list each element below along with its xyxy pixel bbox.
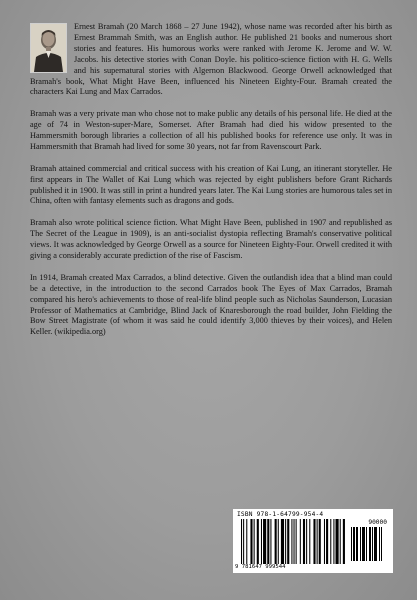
isbn-label: ISBN 978-1-64799-954-4 — [237, 511, 324, 518]
author-portrait — [30, 23, 67, 73]
blurb-paragraph-4: Bramah also wrote political science fiction. What Might Have Been, published in 1907 and republished as The Secret of the League in 1909), is an anti-socialist dystopia reflecting Bramah's conservative political views. It was acknowledged by George Orwell as a source for Nineteen Eighty-Four. Orwell credited it with giving a considerably accurate prediction of the rise of Fascism. — [30, 218, 392, 260]
addon-barcode-bars — [351, 527, 387, 561]
price-code: 90000 — [368, 519, 387, 526]
barcode-digits: 9 781647 999544 — [235, 564, 286, 570]
author-portrait-image — [31, 24, 66, 72]
blurb-paragraph-5: In 1914, Bramah created Max Carrados, a blind detective. Given the outlandish idea that a blind man could be a detective, in the introduction to the second Carrados book The Eyes of Max Carrados, Bramah compared his hero's achievements to those of real-life blind people such as Nicholas Saunderson, Lucasian Professor of Mathematics at Cambridge, Blind Jack of Knaresborough the road builder, John Fielding the Bow Street Magistrate (of whom it was said he could identify 3,000 thieves by their voices), and Helen Keller. (wikipedia.org) — [30, 272, 392, 337]
barcode-bars — [241, 519, 345, 564]
isbn-barcode-box — [233, 509, 393, 573]
blurb-text-column — [30, 22, 392, 349]
blurb-paragraph-3: Bramah attained commercial and critical success with his creation of Kai Lung, an itinerant storyteller. He first appears in The Wallet of Kai Lung which was rejected by eight publishers before Grant Richards published it in 1900. It was still in print a hundred years later. The Kai Lung stories are humorous tales set in China, often with fantasy elements such as dragons and gods. — [30, 163, 392, 206]
blurb-paragraph-2: Bramah was a very private man who chose not to make public any details of his personal life. He died at the age of 74 in Weston-super-Mare, Somerset. After Bramah had died his widow presented to the Hammersmith borough libraries a collection of all his published books for reference use only. It was in Hammersmith that Bramah had lived for some 30 years, not far from Ravenscourt Park. — [30, 109, 392, 151]
blurb-paragraph-1: Ernest Bramah (20 March 1868 – 27 June 1942), whose name was recorded after his birth as Ernest Brammah Smith, was an English author. He published 21 books and numerous short stories and features. His humorous works were ranked with Jerome K. Jerome and W. W. Jacobs. his detective stories with Conan Doyle. his politico-science fiction with H. G. Wells and his supernatural stories with Algernon Blackwood. George Orwell acknowledged that Bramah's book, What Might Have Been, influenced his Nineteen Eighty-Four. Bramah created the characters Kai Lung and Max Carrados. — [30, 22, 392, 97]
